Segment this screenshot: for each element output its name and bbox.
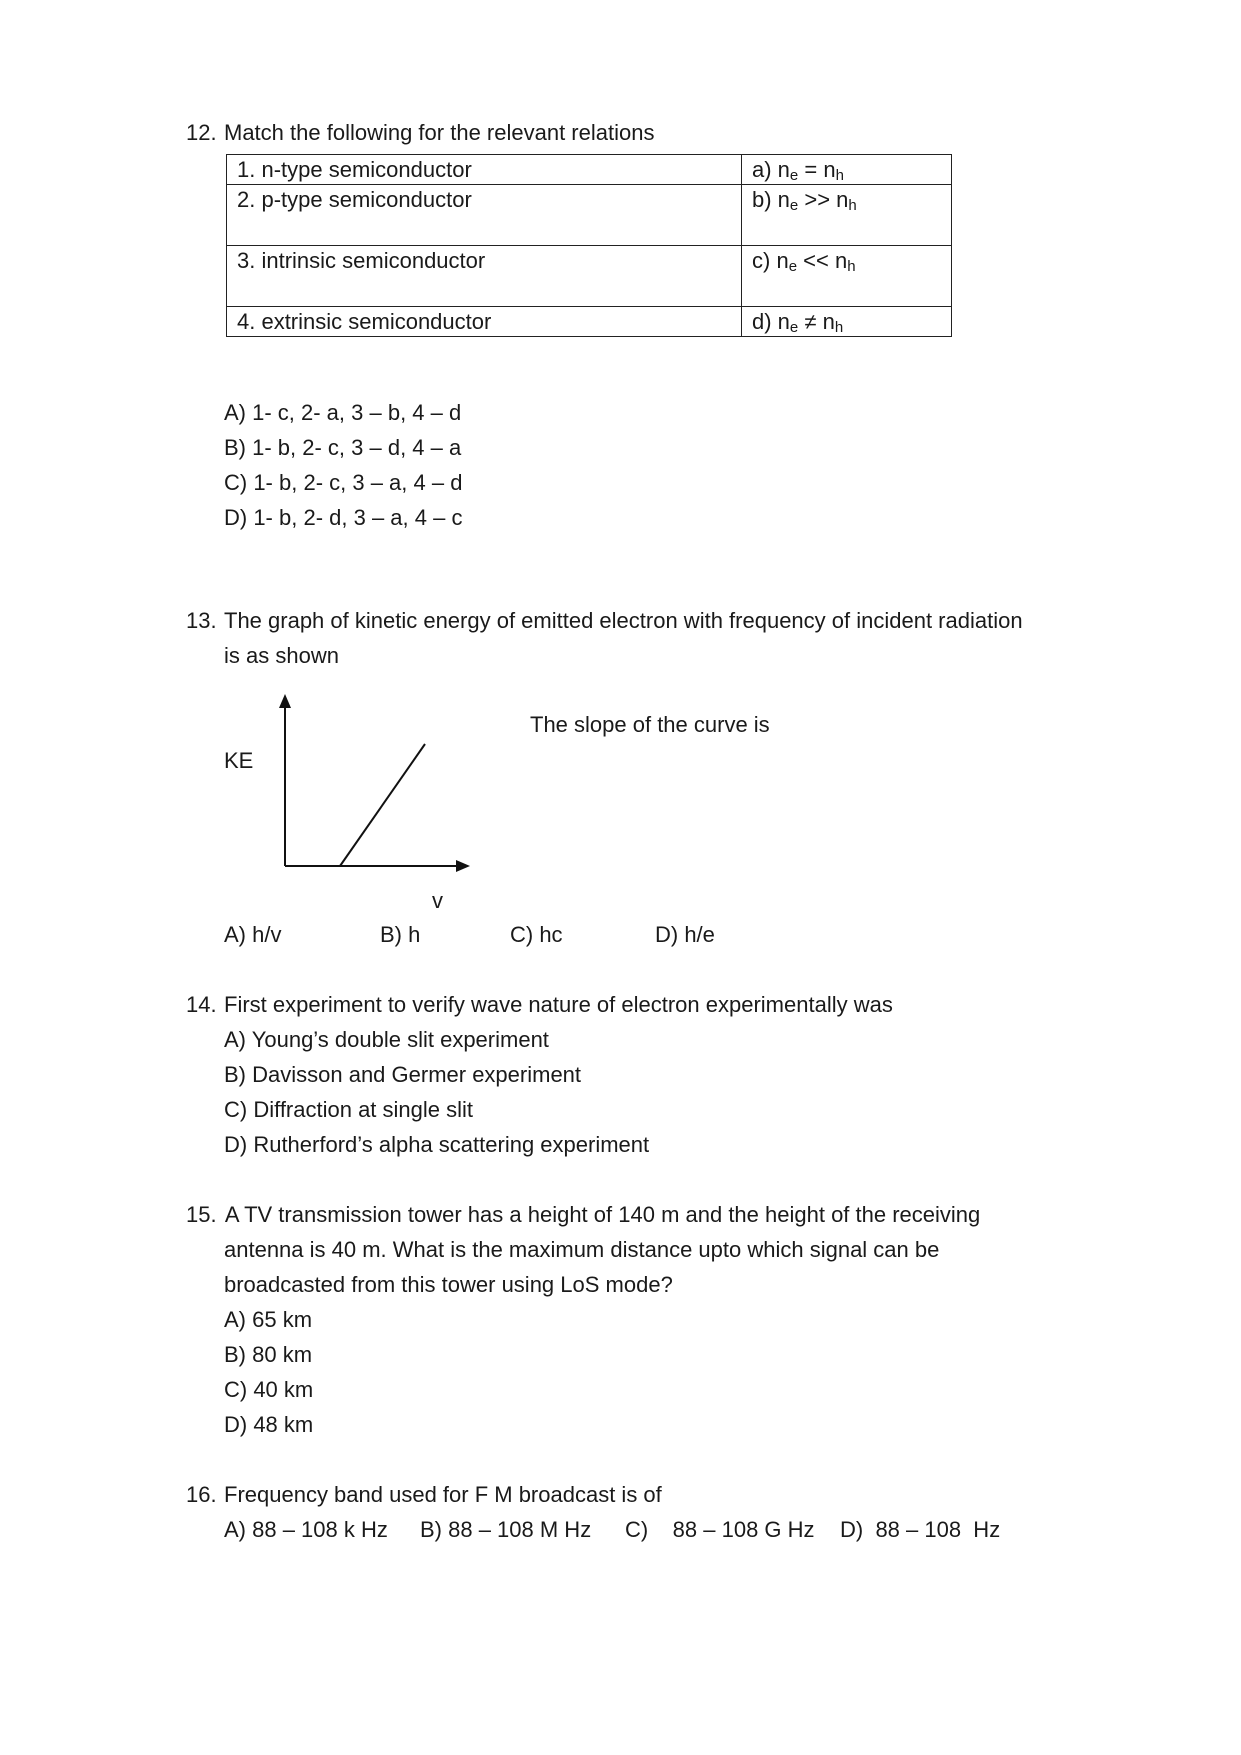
option-d: D) 1- b, 2- d, 3 – a, 4 – c (224, 505, 463, 530)
option-b: B) 88 – 108 M Hz (420, 1517, 592, 1542)
question-number: 12. (186, 120, 217, 145)
option-b: B) h (380, 922, 421, 947)
table-row (227, 246, 952, 307)
table-row (227, 155, 952, 185)
option-c: C) Diffraction at single slit (224, 1097, 474, 1122)
table-cell-left: 1. n-type semiconductor (227, 155, 742, 185)
option-d: D) 48 km (224, 1412, 314, 1437)
table-cell-right: d) $n_e \ne n_h$ (742, 307, 952, 337)
option-c: C) hc (510, 922, 563, 947)
question-number: 13. (186, 608, 217, 633)
graph-y-label: KE (224, 748, 254, 773)
match-table (226, 154, 952, 337)
option-a: A) Young’s double slit experiment (224, 1027, 549, 1052)
question-text: Frequency band used for F M broadcast is of (224, 1482, 662, 1507)
y-axis-arrow-icon (279, 694, 291, 708)
option-a: A) 65 km (224, 1307, 313, 1332)
option-d: D) Rutherford’s alpha scattering experiment (224, 1132, 650, 1157)
option-b: B) Davisson and Germer experiment (224, 1062, 582, 1087)
option-d: D) 88 – 108 Hz (840, 1517, 1001, 1542)
ke-frequency-graph (270, 690, 480, 880)
option-a: A) 88 – 108 k Hz (224, 1517, 388, 1542)
table-cell-left: 4. extrinsic semiconductor (227, 307, 742, 337)
question-number: 14. (186, 992, 217, 1017)
question-number: 15. (186, 1202, 217, 1227)
question-text: The graph of kinetic energy of emitted electron with frequency of incident radiation (224, 608, 1023, 633)
question-text-continued: is as shown (224, 643, 339, 668)
option-c: C) 88 – 108 G Hz (625, 1517, 815, 1542)
table-row (227, 307, 952, 337)
question-number: 16. (186, 1482, 217, 1507)
option-a: A) 1- c, 2- a, 3 – b, 4 – d (224, 400, 462, 425)
option-c: C) 1- b, 2- c, 3 – a, 4 – d (224, 470, 463, 495)
x-axis-arrow-icon (456, 860, 470, 872)
option-c: C) 40 km (224, 1377, 314, 1402)
graph-x-label: v (432, 888, 443, 913)
question-text: Match the following for the relevant relations (224, 120, 655, 145)
option-a: A) h/v (224, 922, 282, 947)
ke-line (340, 744, 425, 866)
question-text-continued: antenna is 40 m. What is the maximum distance upto which signal can be (224, 1237, 940, 1262)
table-cell-left: 2. p-type semiconductor (227, 185, 742, 246)
option-d: D) h/e (655, 922, 715, 947)
option-b: B) 1- b, 2- c, 3 – d, 4 – a (224, 435, 462, 460)
table-cell-right: b) $n_e >> n_h$ (742, 185, 952, 246)
slope-prompt: The slope of the curve is (530, 712, 770, 737)
table-cell-left: 3. intrinsic semiconductor (227, 246, 742, 307)
question-text: A TV transmission tower has a height of 140 m and the height of the receiving (220, 1202, 981, 1227)
question-text: First experiment to verify wave nature of electron experimentally was (224, 992, 893, 1017)
table-row (227, 185, 952, 246)
table-cell-right: a) $n_e = n_h$ (742, 155, 952, 185)
option-b: B) 80 km (224, 1342, 313, 1367)
table-cell-right: c) $n_e << n_h$ (742, 246, 952, 307)
question-text-continued: broadcasted from this tower using LoS mode? (224, 1272, 673, 1297)
